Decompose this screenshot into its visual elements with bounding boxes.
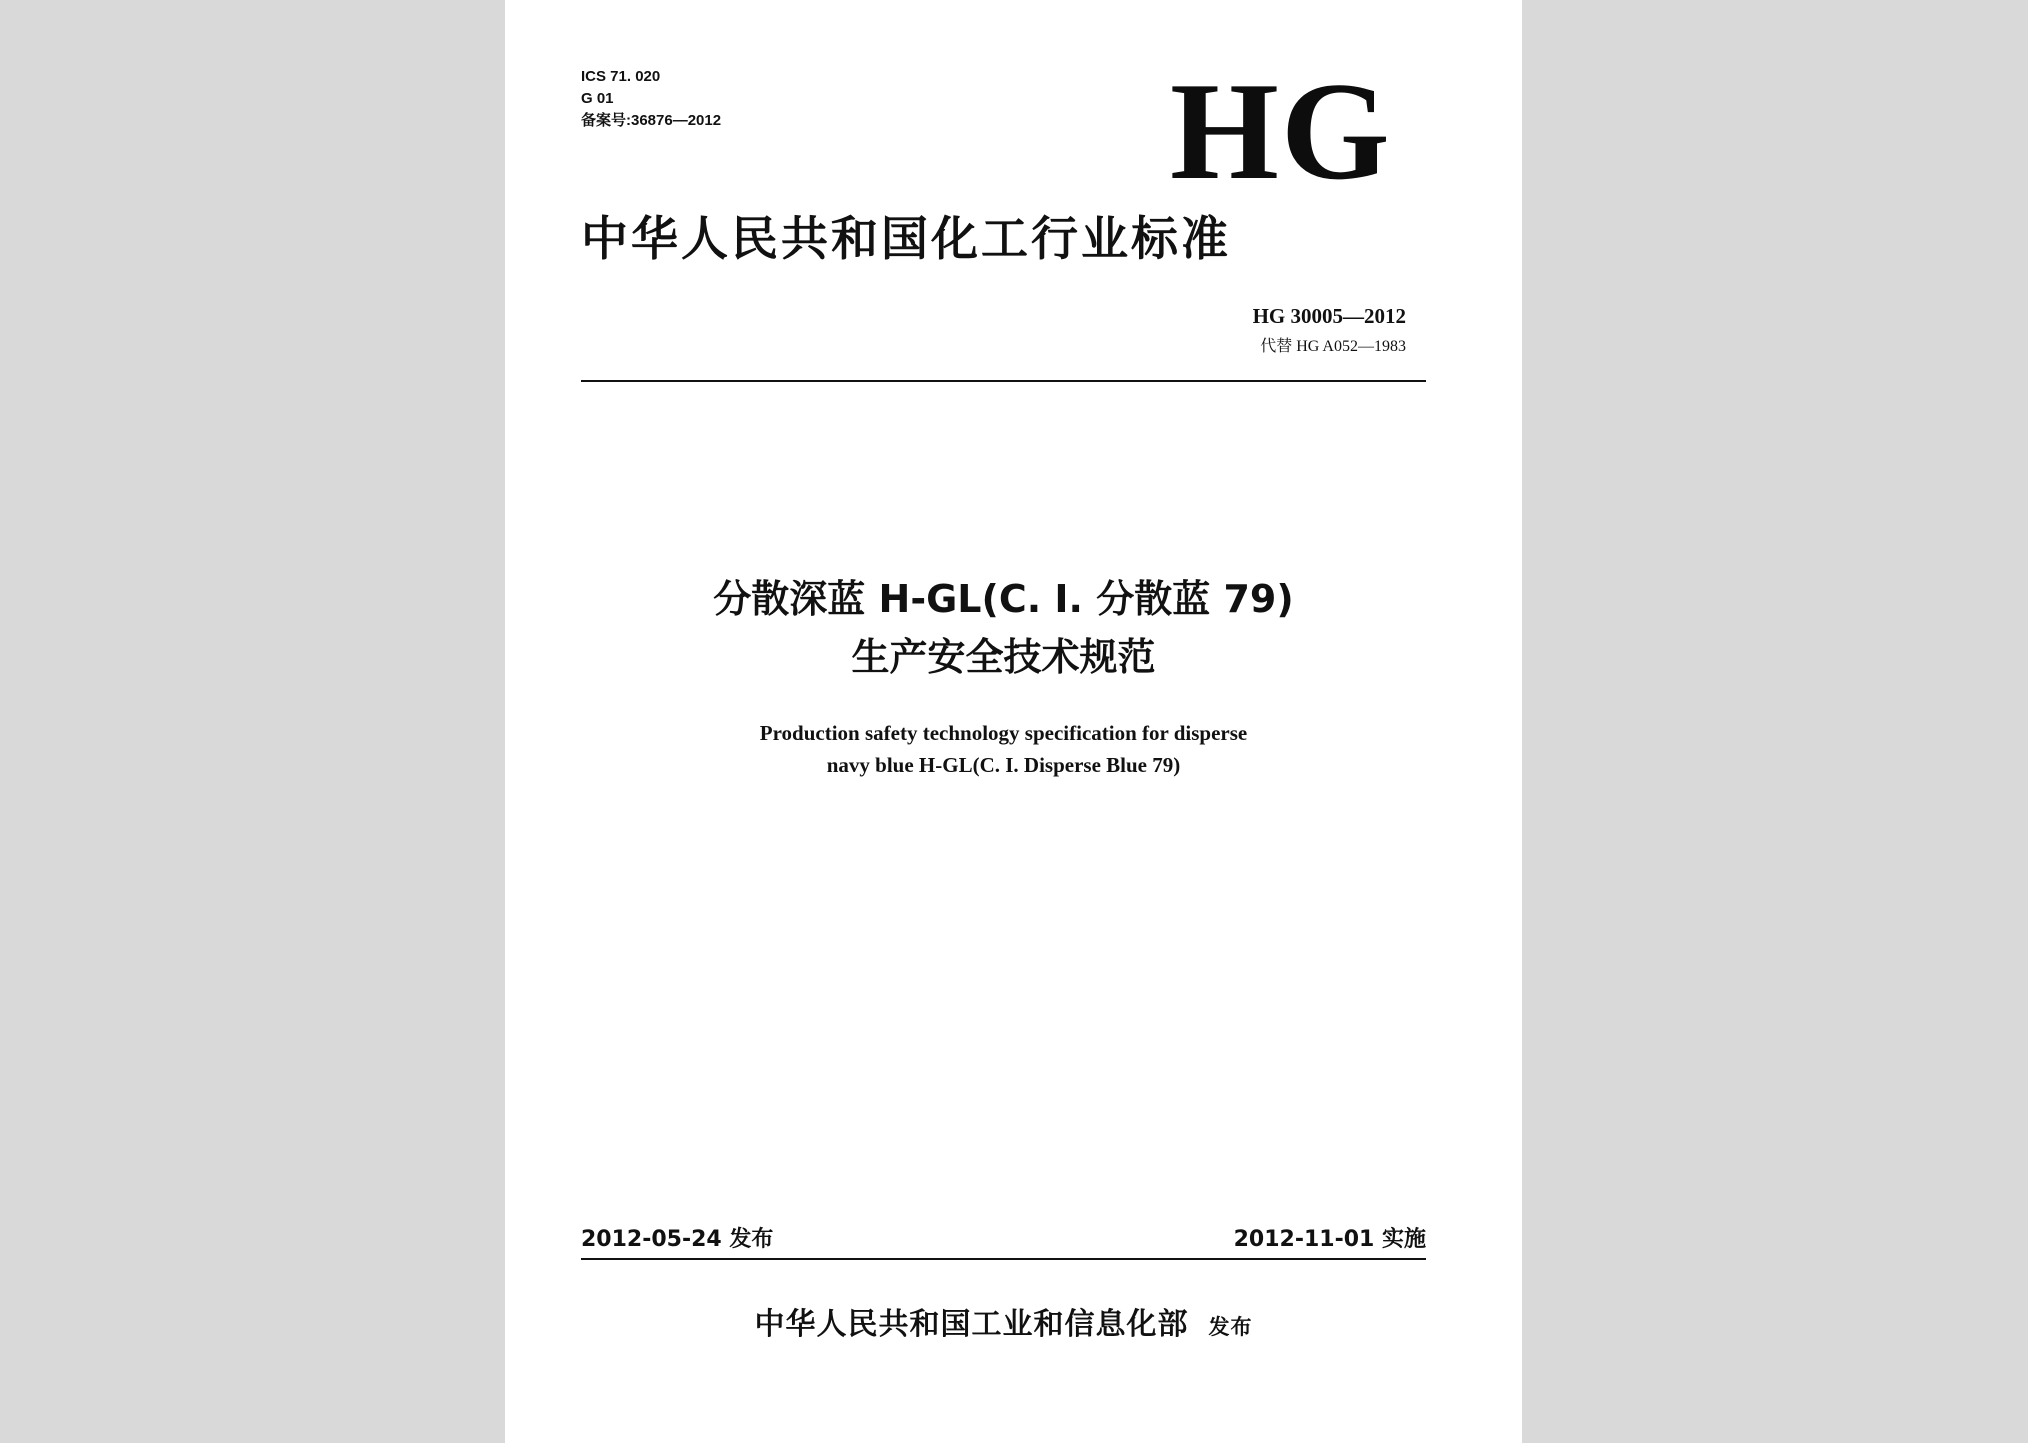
- issuer-suffix: 发布: [1208, 1315, 1253, 1339]
- ccs-code: G 01: [581, 90, 614, 107]
- top-divider: [581, 380, 1426, 382]
- standard-number: HG 30005—2012: [1252, 304, 1406, 328]
- dates-row: [581, 1224, 1426, 1256]
- hg-logo: HG: [1170, 54, 1392, 209]
- classification-block: [581, 66, 721, 132]
- chinese-title-line-1: 分散深蓝 H-GL(C. I. 分散蓝 79): [713, 577, 1294, 621]
- chinese-title: [581, 570, 1426, 686]
- issuing-authority: [581, 1305, 1426, 1347]
- english-title: [581, 717, 1426, 781]
- issue-date: 2012-05-24 发布: [581, 1227, 774, 1252]
- english-title-line-1: Production safety technology specification for disperse: [759, 721, 1248, 745]
- record-number: 备案号:36876—2012: [581, 112, 722, 129]
- issuer-name: 中华人民共和国工业和信息化部: [754, 1307, 1189, 1342]
- ics-code: ICS 71. 020: [581, 68, 661, 85]
- standard-type-heading: 中华人民共和国化工行业标准: [581, 212, 1231, 267]
- chinese-title-line-2: 生产安全技术规范: [851, 635, 1156, 679]
- replaces-note: 代替 HG A052—1983: [1260, 338, 1406, 355]
- implementation-date: 2012-11-01 实施: [1233, 1227, 1426, 1252]
- bottom-divider: [581, 1258, 1426, 1260]
- document-page: [505, 0, 1522, 1443]
- english-title-line-2: navy blue H-GL(C. I. Disperse Blue 79): [826, 753, 1181, 777]
